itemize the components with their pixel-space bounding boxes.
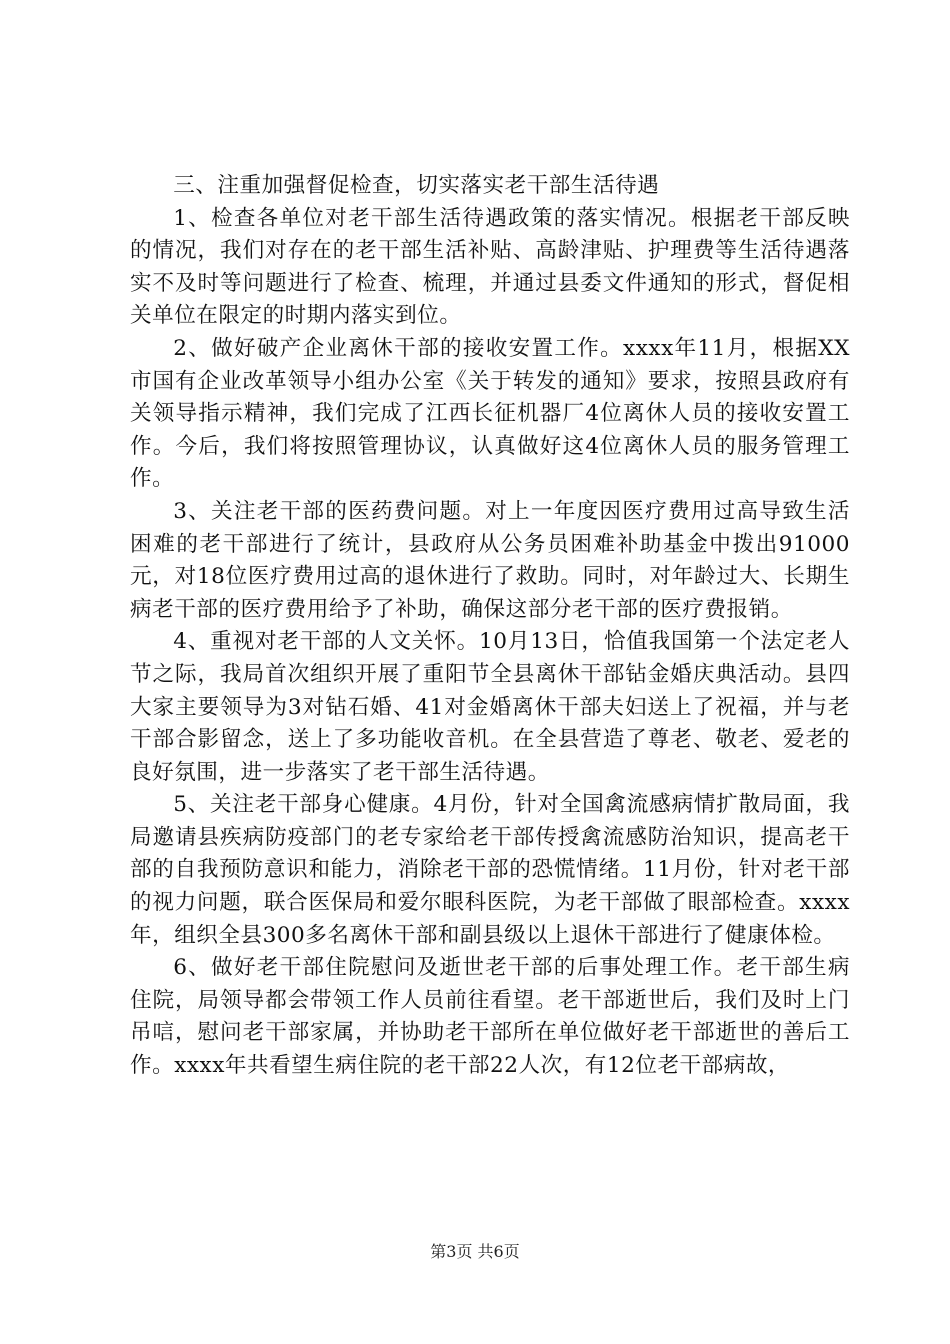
section-heading: 三、注重加强督促检查，切实落实老干部生活待遇 [173, 173, 660, 198]
paragraph-3: 3、关注老干部的医药费问题。对上一年度因医疗费用过高导致生活困难的老干部进行了统计，县政府从公务员困难补助基金中拨出91000元，对18位医疗费用过高的退休进行了救助。同时，对年龄过大、长期生病老干部的医疗费用给予了补助，确保这部分老干部的医疗费报销。 [130, 498, 850, 622]
page-number: 第3页 共6页 [430, 1242, 520, 1261]
page-footer [0, 1242, 950, 1262]
paragraph-6: 6、做好老干部住院慰问及逝世老干部的后事处理工作。老干部生病住院，局领导都会带领工作人员前往看望。老干部逝世后，我们及时上门吊唁，慰问老干部家属，并协助老干部所在单位做好老干部逝世的善后工作。xxxx年共看望生病住院的老干部22人次，有12位老干部病故， [130, 955, 850, 1079]
paragraph-4: 4、重视对老干部的人文关怀。10月13日，恰值我国第一个法定老人节之际，我局首次组织开展了重阳节全县离休干部钻金婚庆典活动。县四大家主要领导为3对钻石婚、41对金婚离休干部夫妇送上了祝福，并与老干部合影留念，送上了多功能收音机。在全县营造了尊老、敬老、爱老的良好氛围，进一步落实了老干部生活待遇。 [130, 629, 850, 785]
paragraph-2: 2、做好破产企业离休干部的接收安置工作。xxxx年11月，根据XX市国有企业改革领导小组办公室《关于转发的通知》要求，按照县政府有关领导指示精神，我们完成了江西长征机器厂4位离休人员的接收安置工作。今后，我们将按照管理协议，认真做好这4位离休人员的服务管理工作。 [130, 335, 850, 492]
paragraph-1: 1、检查各单位对老干部生活待遇政策的落实情况。根据老干部反映的情况，我们对存在的老干部生活补贴、高龄津贴、护理费等生活待遇落实不及时等问题进行了检查、梳理，并通过县委文件通知的形式，督促相关单位在限定的时期内落实到位。 [130, 205, 850, 329]
paragraph-5: 5、关注老干部身心健康。4月份，针对全国禽流感病情扩散局面，我局邀请县疾病防疫部门的老专家给老干部传授禽流感防治知识，提高老干部的自我预防意识和能力，消除老干部的恐慌情绪。11月份，针对老干部的视力问题，联合医保局和爱尔眼科医院，为老干部做了眼部检查。xxxx年，组织全县300多名离休干部和副县级以上退休干部进行了健康体检。 [130, 792, 850, 948]
document-body [130, 170, 850, 1083]
